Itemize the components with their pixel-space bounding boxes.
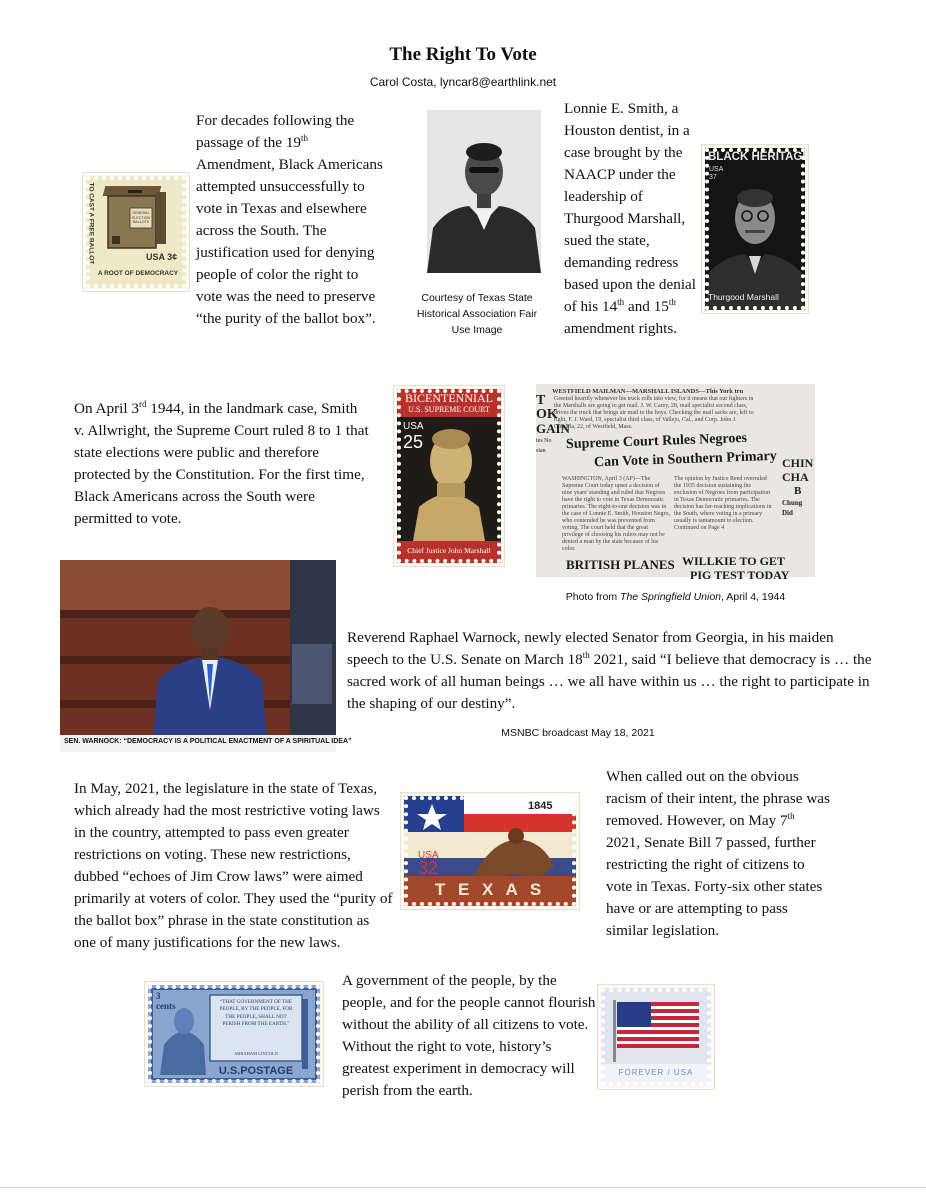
texas-legislature-paragraph: In May, 2021, the legislature in the state of Texas, which already had the most restrictive voting laws in the country, attempted to pass even greater restrictions on voting. These new restrictions, dubbed “echoes of Jim Crow laws” were aimed primarily at voters of color. They used the “purity of the ballot box” phrase in the state constitution as one of many justifications for the new laws. xyxy=(74,780,393,951)
closing-paragraph: A government of the people, by the people, and for the people cannot flourish without the ability of all citizens to vote. Without the right to vote, history’s greatest experiment in democracy will perish from the earth. xyxy=(342,972,596,1099)
newspaper-bottom-headline-2: WILLKIE TO GET xyxy=(682,554,785,568)
msnbc-caption: MSNBC broadcast May 18, 2021 xyxy=(501,727,655,739)
marshall-stamp-denomination: USA 37 xyxy=(709,166,724,181)
texas-stamp-year: 1845 xyxy=(528,800,553,812)
senate-broadcast-still xyxy=(60,560,352,752)
lonnie-smith-photo xyxy=(427,110,541,273)
bicentennial-subheader: U.S. SUPREME COURT xyxy=(408,405,490,414)
photo-credit-caption: Courtesy of Texas State Historical Association Fair Use Image xyxy=(416,292,538,336)
lonnie-smith-paragraph: Lonnie E. Smith, a Houston dentist, in a case brought by the NAACP under the leadership of Thurgood Marshall, sued the state, demanding redress based upon the denial of his 14th and 15th amendment rights. xyxy=(564,100,697,337)
newspaper-bottom-headline-3: PIG TEST TODAY xyxy=(690,568,790,582)
ballot-box-stamp xyxy=(86,176,186,288)
page-bottom-rule xyxy=(0,1187,926,1188)
newspaper-headline-2: Can Vote in Southern Primary xyxy=(593,448,777,471)
bicentennial-supreme-court-stamp xyxy=(397,389,501,563)
newspaper-clipping: WESTFIELD MAILMAN—MARSHALL ISLANDS—This York tru Greeted heartily whenever his truck rolls into view, for it means that our fighters in the Marshalls are going to get mail. J. W. Carey, 28, mail specialist second class, drives the truck that brings air mail to the boys. Checking the mail sacks are, left to right, F. J. Ward, 19, specialist third class, of Vallejo, Cal., and Corp. John J. Cieplela, 22, of Westfield, Mass. T OK GAIN tes No sian Supreme Court Rules Negroes Can Vote in Southern Primary WASHINGTON, April 3 (AP)—The Supreme Court today upset a decision of nine years' standing and ruled that Negroes have the right to vote in Texas Democratic primaries. The eight-to-one decision was in the case of Lonnie E. Smith, Houston Negro, who contended he was prevented from voting. The court held that the great privilege of choosing his rulers may not be denied a man by the state because of his color. The opinion by Justice Reed overruled the 1935 decision sustaining the exclusion of Negroes from participation in Texas Democratic primaries. The decision has far-reaching implications in the South, where voting in a primary usually is tantamount to election. Continued on Page 4 CHIN CHA B Chung Did BRITISH PLANES WILLKIE TO GET PIG TEST TODAY xyxy=(536,384,815,577)
ballot-box-label: GENERAL ELECTION BALLOTS xyxy=(132,211,150,224)
intro-paragraph: For decades following the passage of the 19th Amendment, Black Americans attempted unsuccessfully to vote in Texas and elsewhere across the South. The justification used for denying people of color the right to vote was the need to preserve “the purity of the ballot box”. xyxy=(196,112,383,327)
ballot-side-text: TO CAST A FREE BALLOT xyxy=(87,182,95,265)
ballot-bottom-text: A ROOT OF DEMOCRACY xyxy=(97,270,179,277)
lincoln-stamp-cents: 3 cents xyxy=(156,991,176,1011)
bicentennial-header: BICENTENNIAL xyxy=(405,391,493,405)
senate-bill-7-paragraph: When called out on the obvious racism of their intent, the phrase was removed. However, on May 7th 2021, Senate Bill 7 passed, further restricting the right of citizens to vote in Texas. Forty-six other states have or are attempting to pass similar legislation. xyxy=(606,768,830,939)
newspaper-bottom-headline-1: BRITISH PLANES xyxy=(566,557,675,572)
newspaper-left-column: T OK GAIN tes No sian xyxy=(536,393,570,454)
newspaper-right-column: CHIN CHA B Chung Did xyxy=(782,456,814,517)
smith-v-allwright-paragraph: On April 3rd 1944, in the landmark case, Smith v. Allwright, the Supreme Court ruled 8 to 1 that state elections were public and therefore protected by the Constitution. For the first time, Black Americans across the South were permitted to vote. xyxy=(74,398,369,527)
flag-stamp-footer: FOREVER / USA xyxy=(618,1068,694,1077)
texas-stamp-word: T E X A S xyxy=(434,880,546,899)
lincoln-gettysburg-stamp xyxy=(148,985,320,1083)
bicentennial-denomination: 25 xyxy=(403,432,424,452)
marshall-stamp-header: BLACK HERITAGE xyxy=(708,151,811,163)
forever-flag-stamp xyxy=(601,988,711,1086)
lincoln-stamp-quote: “THAT GOVERNMENT OF THE PEOPLE, BY THE PEOPLE, FOR THE PEOPLE, SHALL NOT PERISH FROM THE EARTH.” xyxy=(219,999,293,1028)
page-title: The Right To Vote xyxy=(389,44,537,65)
bicentennial-footer: Chief Justice John Marshall xyxy=(407,546,491,555)
ballot-denomination: USA 3¢ xyxy=(146,252,178,262)
texas-statehood-stamp xyxy=(404,796,576,906)
warnock-paragraph: Reverend Raphael Warnock, newly elected Senator from Georgia, in his maiden speech to the U.S. Senate on March 18th 2021, said “I believe that democracy is … the sacred work of all human beings … we all have within us … the right to participate in the shaping of our destiny”. xyxy=(347,629,872,712)
marshall-stamp-name: Thurgood Marshall xyxy=(708,292,779,302)
newspaper-top-line: WESTFIELD MAILMAN—MARSHALL ISLANDS—This York tru xyxy=(552,388,744,395)
texas-stamp-usa: USA xyxy=(418,850,439,861)
bicentennial-usa: USA xyxy=(403,421,424,432)
texas-stamp-denomination: 32 xyxy=(418,858,439,878)
lincoln-stamp-footer: U.S.POSTAGE xyxy=(218,1065,294,1077)
newspaper-headline-1: Supreme Court Rules Negroes xyxy=(565,430,748,453)
thurgood-marshall-stamp xyxy=(705,148,811,310)
author-byline: Carol Costa, lyncar8@earthlink.net xyxy=(369,75,557,89)
lincoln-stamp-attribution: ABRAHAM LINCOLN xyxy=(234,1051,278,1056)
newspaper-caption: Photo from The Springfield Union, April 4, 1944 xyxy=(565,591,786,603)
senate-chyron-text: SEN. WARNOCK: “DEMOCRACY IS A POLITICAL ENACTMENT OF A SPIRITUAL IDEA” xyxy=(64,738,352,745)
